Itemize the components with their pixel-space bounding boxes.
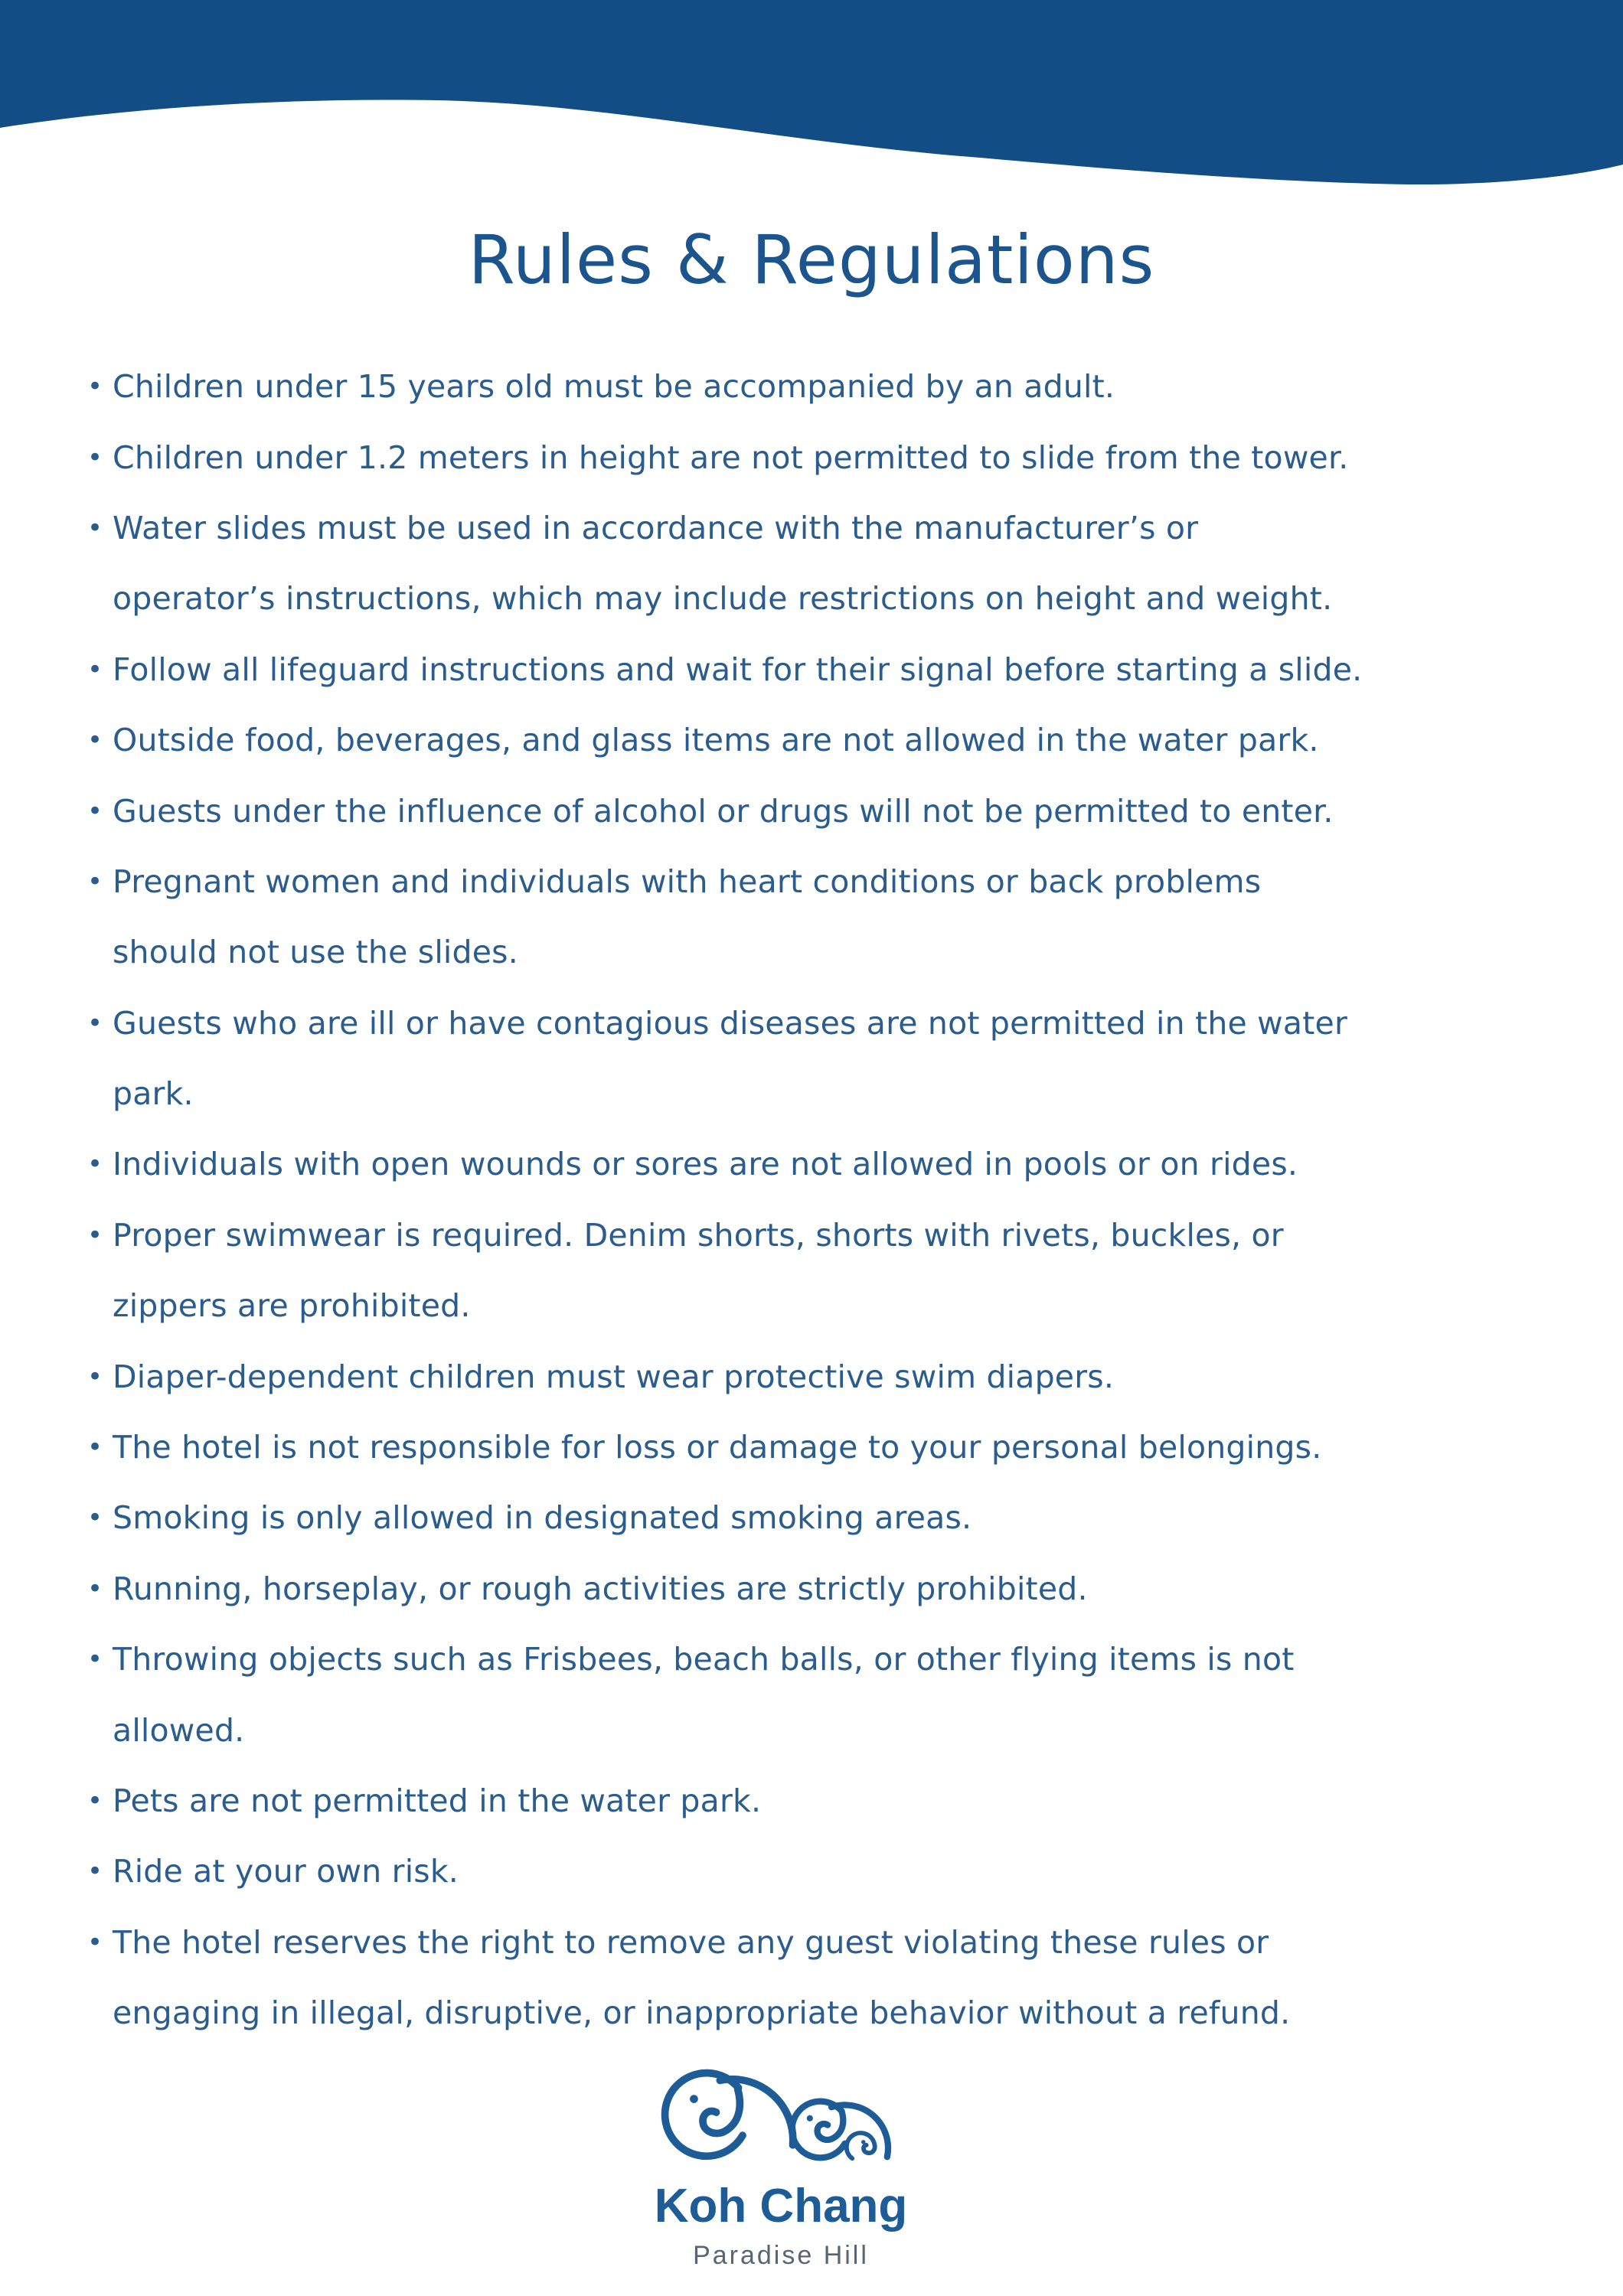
page-title: Rules & Regulations: [468, 220, 1155, 299]
list-item-continuation: [87, 1694, 1550, 1765]
list-item: [87, 1766, 1550, 1836]
bullet-dot: •: [87, 1007, 103, 1039]
hotel-tagline: Paradise Hill: [693, 2241, 869, 2270]
rule-text: engaging in illegal, disruptive, or inappropriate behavior without a refund.: [113, 1994, 1291, 2032]
rule-text: Proper swimwear is required. Denim shorts, shorts with rivets, buckles, or: [113, 1216, 1284, 1254]
bullet-dot: •: [87, 866, 103, 897]
hotel-name: Koh Chang: [654, 2180, 908, 2232]
rule-text: Pregnant women and individuals with heart conditions or back problems: [113, 863, 1262, 900]
bullet-dot: •: [87, 1149, 103, 1180]
list-item-continuation: [87, 917, 1550, 987]
list-item-continuation: [87, 563, 1550, 634]
list-item: [87, 1907, 1550, 1978]
list-item-continuation: [87, 1058, 1550, 1129]
rule-text: operator’s instructions, which may include restrictions on height and weight.: [113, 580, 1333, 618]
list-item: [87, 422, 1550, 492]
rules-list: [87, 351, 1550, 2048]
list-item: [87, 634, 1550, 705]
list-item: [87, 1412, 1550, 1482]
bullet-dot: •: [87, 1644, 103, 1675]
list-item: [87, 351, 1550, 422]
rule-text: park.: [113, 1075, 194, 1113]
list-item: [87, 775, 1550, 846]
bullet-dot: •: [87, 795, 103, 827]
rule-text: Outside food, beverages, and glass items are not allowed in the water park.: [113, 722, 1319, 759]
rule-text: The hotel is not responsible for loss or damage to your personal belongings.: [113, 1429, 1322, 1466]
wave-shape-icon: [0, 0, 1623, 245]
list-item: [87, 1624, 1550, 1694]
rule-text: zippers are prohibited.: [113, 1287, 471, 1325]
bullet-dot: •: [87, 654, 103, 685]
rule-text: Children under 15 years old must be accompanied by an adult.: [113, 368, 1115, 406]
list-item: [87, 493, 1550, 563]
bullet-dot: •: [87, 1856, 103, 1887]
rule-text: Smoking is only allowed in designated smoking areas.: [113, 1499, 972, 1537]
bullet-dot: •: [87, 1361, 103, 1392]
list-item: [87, 846, 1550, 917]
rule-text: Ride at your own risk.: [113, 1853, 459, 1890]
bullet-dot: •: [87, 1432, 103, 1463]
bullet-dot: •: [87, 1502, 103, 1534]
list-item: [87, 1129, 1550, 1199]
list-item-continuation: [87, 1978, 1550, 2048]
bullet-dot: •: [87, 442, 103, 473]
rule-text: Guests under the influence of alcohol or drugs will not be permitted to enter.: [113, 792, 1334, 830]
list-item: [87, 1836, 1550, 1906]
rule-text: Guests who are ill or have contagious diseases are not permitted in the water: [113, 1004, 1347, 1042]
header-wave: [0, 0, 1623, 245]
list-item: [87, 988, 1550, 1058]
elephants-logo-icon: [655, 2045, 907, 2181]
rule-text: Individuals with open wounds or sores are not allowed in pools or on rides.: [113, 1146, 1298, 1183]
hotel-logo: [628, 2045, 934, 2268]
rule-text: Water slides must be used in accordance with the manufacturer’s or: [113, 509, 1199, 546]
list-item: [87, 1341, 1550, 1411]
rule-text: allowed.: [113, 1711, 245, 1749]
rule-text: Follow all lifeguard instructions and wait for their signal before starting a slide.: [113, 651, 1363, 688]
bullet-dot: •: [87, 1926, 103, 1958]
list-item: [87, 705, 1550, 775]
rule-text: The hotel reserves the right to remove any guest violating these rules or: [113, 1923, 1269, 1961]
bullet-dot: •: [87, 725, 103, 756]
rule-text: Throwing objects such as Frisbees, beach balls, or other flying items is not: [113, 1641, 1295, 1678]
list-item: [87, 1482, 1550, 1553]
rule-text: Running, horseplay, or rough activities are strictly prohibited.: [113, 1570, 1088, 1607]
list-item: [87, 1200, 1550, 1270]
rule-text: Children under 1.2 meters in height are not permitted to slide from the tower.: [113, 439, 1349, 476]
list-item-continuation: [87, 1270, 1550, 1341]
rule-text: Pets are not permitted in the water park.: [113, 1782, 762, 1819]
bullet-dot: •: [87, 1573, 103, 1604]
bullet-dot: •: [87, 1219, 103, 1251]
bullet-dot: •: [87, 512, 103, 543]
rule-text: Diaper-dependent children must wear protective swim diapers.: [113, 1358, 1115, 1395]
bullet-dot: •: [87, 371, 103, 403]
rule-text: should not use the slides.: [113, 934, 518, 971]
bullet-dot: •: [87, 1786, 103, 1816]
list-item: [87, 1554, 1550, 1624]
